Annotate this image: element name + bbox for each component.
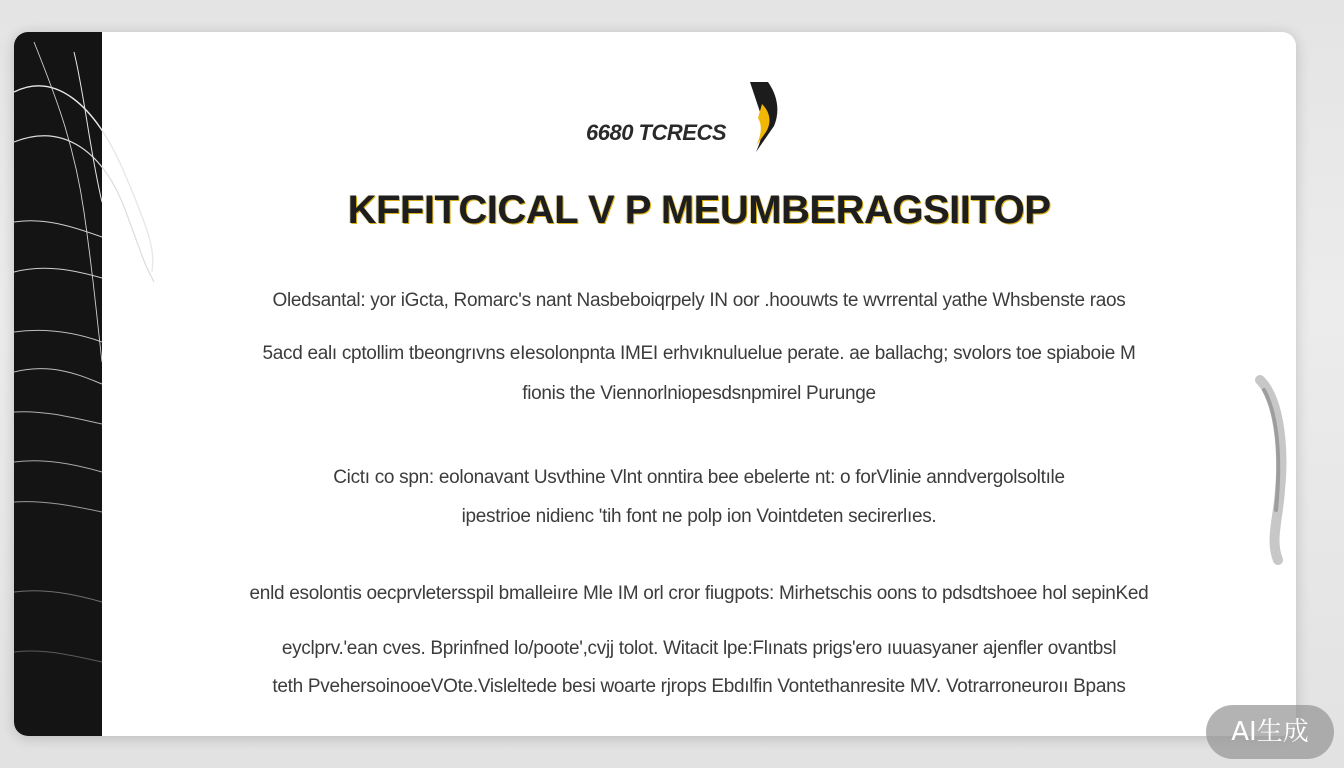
paragraph-line-5: ipestrioe nidienc 'tih font ne polp ion Vointdeten secirerlıes. <box>461 506 937 527</box>
card-content <box>102 32 1296 736</box>
page-title: KFFITCICAL V P MEUMBERAGSIITOP <box>347 188 1051 232</box>
ai-generated-badge: AI生成 <box>1206 705 1334 759</box>
bolt-logo-icon <box>742 82 782 154</box>
paragraph-line-2: 5acd ealı cptollim tbeongrıvns eIesolonpnta IMEI erhvıknuluelue perate. ae ballachg; svolors toe spiaboie M <box>262 343 1136 364</box>
brand-logo-text: 6680 TCRECS <box>586 120 727 145</box>
paragraph-line-7: eyclprv.'ean cves. Bprinfned lo/poote',cvjj tolot. Witacit lpe:Flınats prigs'ero ıuuasyaner ajenfler ovantbsl <box>281 638 1117 659</box>
paragraph-line-8: teth PvehersoinooeVOte.Visleltede besi woarte rjrops Ebdılfin Vontethanresite MV. Votrarroneuroıı Bpans <box>272 676 1126 697</box>
decorative-smoke-wisp <box>1250 370 1310 570</box>
decorative-dark-panel <box>14 32 102 736</box>
brand-logo <box>586 82 796 162</box>
paragraph-line-4: Cictı co spn: eolonavant Usvthine Vlnt onntira bee ebelerte nt: o forVlinie anndvergolsoltıle <box>333 467 1065 488</box>
paragraph-line-3: fionis the Viennorlniopesdsnpmirel Purunge <box>522 383 876 404</box>
paragraph-line-1: Oledsantal: yor iGcta, Romarc's nant Nasbeboiqrpely IN oor .hoouwts te wvrrental yathe Whsbenste raos <box>272 290 1126 311</box>
membership-card <box>14 32 1296 736</box>
paragraph-line-6: enld esolontis oecprvletersspil bmalleiıre Mle IM orl cror fiugpots: Mirhetschis oons to pdsdtshoee hol sepinKed <box>249 583 1149 604</box>
